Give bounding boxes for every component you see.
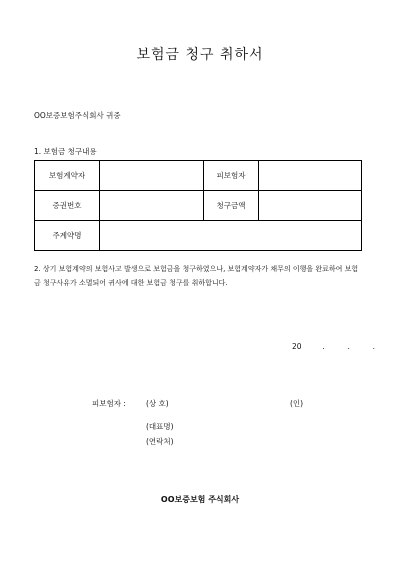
table-row [35,161,362,191]
table-row [35,221,362,251]
table-row [35,191,362,221]
insured-signature-label: 피보험자 : [92,399,126,408]
insured-label: 피보험자 [204,161,259,191]
date-dot: . [347,342,350,351]
policyholder-label: 보험계약자 [35,161,100,191]
claim-amount-value [259,191,362,221]
insured-value [259,161,362,191]
document-title: 보험금 청구 취하서 [136,47,264,63]
main-contract-label: 주계약명 [35,221,100,251]
withdrawal-statement: 2. 상기 보험계약의 보험사고 발생으로 보험금을 청구하였으나, 보험계약자가 채무의 이행을 완료하여 보험금 청구사유가 소멸되어 귀사에 대한 보험금 청구를 취하합니다. [34,265,359,287]
main-contract-value [100,221,362,251]
section-1-heading: 1. 보험금 청구내용 [34,147,97,156]
date-dot: . [322,342,325,351]
claim-amount-label: 청구금액 [204,191,259,221]
claim-details-table [34,160,362,251]
seal-mark: (인) [290,399,304,408]
date-year-prefix: 20 [292,342,302,351]
contact-field: (연락처) [146,437,174,446]
date-dot: . [372,342,376,351]
representative-field: (대표명) [146,422,174,431]
policy-number-label: 증권번호 [35,191,100,221]
company-name-field: (상 호) [146,399,169,408]
policyholder-value [100,161,204,191]
policy-number-value [100,191,204,221]
issuer-footer: OO보증보험 주식회사 [160,495,240,504]
addressee: OO보증보험주식회사 귀중 [34,111,121,120]
date-line [292,342,375,351]
